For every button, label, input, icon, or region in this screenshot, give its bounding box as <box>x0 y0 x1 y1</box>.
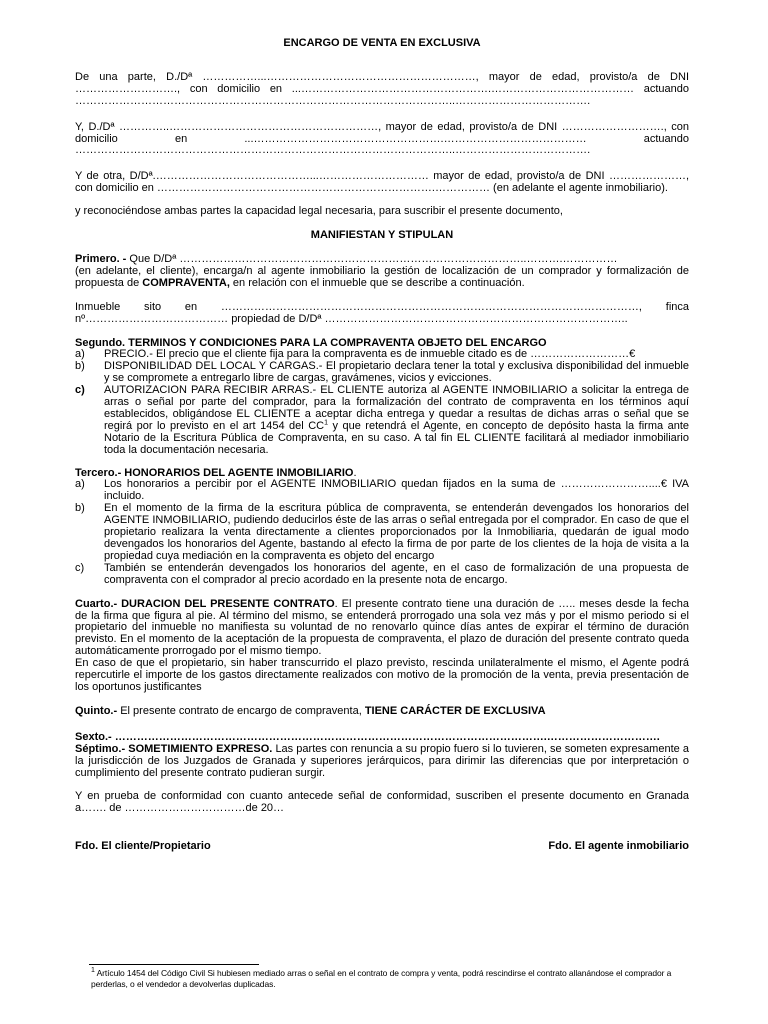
closing-paragraph: Y en prueba de conformidad con cuanto antecede señal de conformidad, suscriben el presente documento en Granada a……. de ……………………………de 20… <box>75 790 689 815</box>
sexto-clause: Sexto.- ……………………………………………………………………………………………………….…………………………. <box>75 730 660 743</box>
document-title: ENCARGO DE VENTA EN EXCLUSIVA <box>283 37 481 49</box>
primero-clause <box>75 254 689 290</box>
primero-bold: COMPRAVENTA, <box>142 276 230 289</box>
segundo-item-b: b) DISPONIBILIDAD DEL LOCAL Y CARGAS.- El propietario declara tener la total y exclusiva disponibilidad del inmueble y se compromete a entregarlo libre de cargas, gravámenes, vicios y evicciones. <box>75 360 689 385</box>
footnote: $^1$ Artículo 1454 del Código Civil Si hubiesen mediado arras o señal en el contrato de compra y venta, podrá rescindirse el contrato allanándose el comprador a perderlas, o el vendedor a devolverlas duplicadas. <box>91 967 672 989</box>
quinto-clause: Quinto.- El presente contrato de encargo de compraventa, TIENE CARÁCTER DE EXCLUSIVA <box>75 704 546 717</box>
primero-line2: (en adelante, el cliente), encarga/n al agente inmobiliario la gestión de localización de un comprador y formalización de propuesta de <box>75 264 689 289</box>
segundo-item-c: c) AUTORIZACION PARA RECIBIR ARRAS.- EL CLIENTE autoriza al AGENTE INMOBILIARIO a solicitar la entrega de arras o señal por parte del comprador, para la formalización del contrato de compraventa en los términos aquí establecidos, obligándose EL CLIENTE a aceptar dicha entrega y quedar a resultas de dichas arras o señal que se regirá por lo previsto en el art 1454 del $CC^1$ y que retendrá el Agente, en concepto de depósito hasta la firma ante Notario de la Escritura Pública de Compraventa, en su caso. A tal fin EL CLIENTE facilitará al mediador inmobiliario toda la documentación necesaria. <box>75 384 689 456</box>
segundo-item-a: a) PRECIO.- El precio que el cliente fija para la compraventa es de inmueble citado es de ………………………€ <box>75 348 636 361</box>
signature-client: Fdo. El cliente/Propietario <box>75 840 211 853</box>
manifest-heading: MANIFIESTAN Y STIPULAN <box>310 229 454 242</box>
tercero-item-a: a) Los honorarios a percibir por el AGENTE INMOBILIARIO quedan fijados en la suma de ……………………....€ IVA incluido. <box>75 478 689 503</box>
primero-line3: en relación con el inmueble que se describe a continuación. <box>229 276 525 289</box>
party-three-paragraph: Y de otra, D/Dª.……………………………………...………………………… mayor de edad, provisto/a de DNI …………………, con domicilio en ………………………………………………………………….…………… (en adelante el agente inmobiliario). <box>75 170 689 195</box>
primero-line1: Que D/Dª …………………………………………………………………………………..……….…………… <box>126 252 618 265</box>
document-page <box>75 38 689 853</box>
tercero-item-c: c) También se entenderán devengados los honorarios del agente, en el caso de formalización de una propuesta de compraventa con el comprador al precio acordado en la presente nota de encargo. <box>75 561 689 586</box>
segundo-list <box>75 349 689 456</box>
tercero-list <box>75 479 689 586</box>
septimo-clause: Séptimo.- SOMETIMIENTO EXPRESO. Las partes con renuncia a su propio fuero si lo tuvieren, se someten expresamente a la jurisdicción de los Juzgados de Granada y superiores jerárquicos, para dirimir las diferencias que por interpretación o cumplimiento del presente contrato pudieran surgir. <box>75 742 689 779</box>
party-two-paragraph: Y, D./Dª …………..…………………………………………………, mayor de edad, provisto/a de DNI ………………………., con domicilio en ...…………………………………………….………………………………… actuando …………………………………………………………………………………………..………………………………. <box>75 120 689 157</box>
footnote-ref[interactable]: 1 <box>324 419 329 427</box>
signature-row <box>75 841 689 853</box>
inmueble-paragraph: Inmueble sito en ……………………………………………………………………………………………………, finca nº………………………………… propiedad de D/Dª ……………………………………………………………………….. <box>75 300 689 325</box>
party-one-paragraph: De una parte, D./Dª ……………...…………………………………………………, mayor de edad, provisto/a de DNI ………………………., con domicilio en ...…………………………………………….………………………………… actuando …………………………………………………………………………………………..………………………………. <box>75 70 689 107</box>
segundo-heading: Segundo. TERMINOS Y CONDICIONES PARA LA COMPRAVENTA OBJETO DEL ENCARGO <box>75 336 547 349</box>
tercero-heading: Tercero.- HONORARIOS DEL AGENTE INMOBILIARIO. <box>75 466 357 479</box>
cuarto-clause: Cuarto.- DURACION DEL PRESENTE CONTRATO. El presente contrato tiene una duración de ….. meses desde la fecha de la firma que figura al pie. Al término del mismo, se entenderá prorrogado una sola vez más y por el mismo periodo si el propietario del inmueble no manifiesta su voluntad de no renovarlo quince días antes de expirar el término de duración previsto. En el momento de la aceptación de la propuesta de compraventa, el plazo de duración del presente contrato queda automáticamente prorrogado por el mismo tiempo. En caso de que el propietario, sin haber transcurrido el plazo previsto, rescinda unilateralmente el mismo, el Agente podrá repercutirle el importe de los gastos directamente realizados con motivo de la promoción de la venta, previa presentación de los oportunos justificantes <box>75 597 689 693</box>
footnote-divider <box>89 964 259 965</box>
signature-agent: Fdo. El agente inmobiliario <box>548 840 689 853</box>
tercero-item-b: b) En el momento de la firma de la escritura pública de compraventa, se entenderán devengados los honorarios del AGENTE INMOBILIARIO, pudiendo deducirlos éste de las arras o señal entregada por el comprador. En caso de que el propietario realizara la venta directamente a clientes proporcionados por la Inmobiliaria, quedarán de igual modo devengados los honorarios del Agente, bastando al efecto la firma de por parte de los clientes de la hoja de visita a la propiedad cuya mediación en la compraventa es objeto del encargo <box>75 502 689 562</box>
primero-label: Primero. - <box>75 252 127 265</box>
recognition-paragraph: y reconociéndose ambas partes la capacidad legal necesaria, para suscribir el presente documento, <box>75 205 563 218</box>
